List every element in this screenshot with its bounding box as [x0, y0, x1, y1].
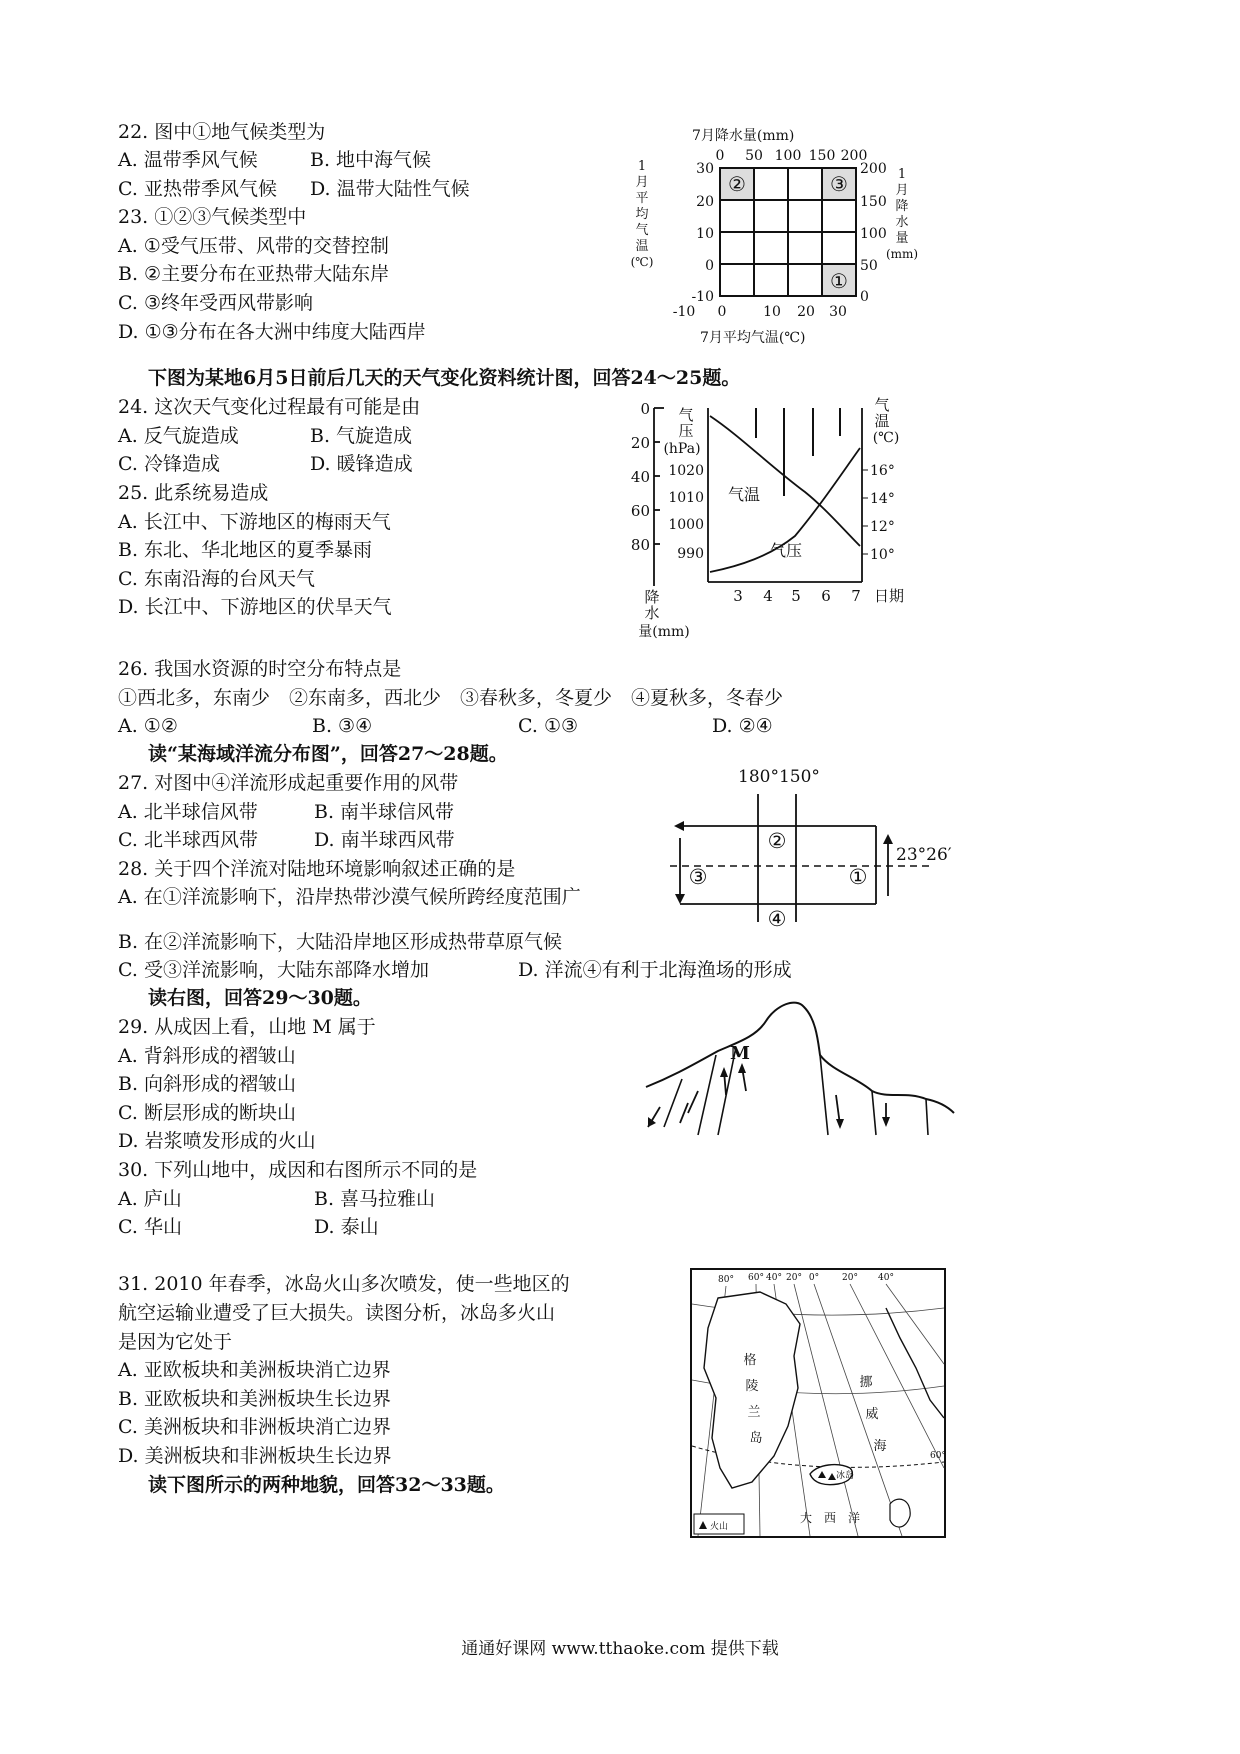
- climate-bottom-tick: 10: [763, 304, 781, 320]
- climate-top-tick: 0: [715, 148, 725, 164]
- q27-option-a: A. 北半球信风带: [118, 801, 258, 823]
- climate-left-tick: 30: [696, 161, 714, 177]
- precip-tick: 20: [630, 434, 650, 452]
- q25-stem: 25. 此系统易造成: [118, 482, 269, 504]
- greenland-label: 兰: [747, 1405, 761, 1420]
- date-tick: 7: [851, 587, 861, 605]
- climate-left-tick: -10: [691, 289, 714, 305]
- precip-tick: 0: [640, 400, 650, 418]
- climate-right-label: 月: [895, 183, 909, 198]
- q26-stem: 26. 我国水资源的时空分布特点是: [118, 658, 402, 680]
- date-tick: 6: [821, 587, 831, 605]
- q31-option-d: D. 美洲板块和非洲板块生长边界: [118, 1445, 392, 1467]
- q28-option-d: D. 洋流④有利于北海渔场的形成: [518, 959, 792, 981]
- map-lon-label: 40°: [878, 1273, 894, 1283]
- pressure-tick: 1020: [668, 463, 704, 479]
- climate-left-label: 均: [635, 207, 649, 222]
- precip-title: 降: [644, 588, 660, 606]
- climate-right-tick: 50: [860, 258, 878, 274]
- current-label-1: ①: [848, 865, 868, 889]
- climate-left-tick: 0: [705, 258, 714, 274]
- ocean-current-figure: [670, 766, 952, 931]
- climate-right-label: 量: [895, 231, 909, 246]
- date-label: 日期: [874, 587, 905, 605]
- fault-lines: [664, 1047, 928, 1135]
- q23-option-b: B. ②主要分布在亚热带大陆东岸: [118, 263, 390, 285]
- greenland-label: 岛: [749, 1431, 763, 1446]
- q28-option-b: B. 在②洋流影响下，大陆沿岸地区形成热带草原气候: [118, 931, 563, 953]
- map-lon-label: 20°: [842, 1273, 858, 1283]
- q22-option-c: C. 亚热带季风气候: [118, 178, 277, 200]
- q30-stem: 30. 下列山地中，成因和右图所示不同的是: [118, 1159, 478, 1181]
- iceland-map-figure: [690, 1268, 946, 1540]
- q31-option-b: B. 亚欧板块和美洲板块生长边界: [118, 1388, 392, 1410]
- q23-stem: 23. ①②③气候类型中: [118, 206, 307, 228]
- precip-tick: 80: [630, 536, 650, 554]
- climate-grid-figure: [620, 118, 920, 360]
- q28-stem: 28. 关于四个洋流对陆地环境影响叙述正确的是: [118, 858, 516, 880]
- map-lon-label: 40°: [766, 1273, 782, 1283]
- q26-option-b: B. ③④: [312, 715, 373, 737]
- page-footer: 通通好课网 www.tthaoke.com 提供下载: [461, 1639, 779, 1659]
- q31-stem-line1: 31. 2010 年春季，冰岛火山多次喷发，使一些地区的: [118, 1273, 570, 1295]
- climate-top-tick: 100: [774, 148, 802, 164]
- q23-option-d: D. ①③分布在各大洲中纬度大陆西岸: [118, 321, 426, 343]
- marker-2: ②: [728, 172, 746, 196]
- weather-chart-figure: [620, 396, 920, 646]
- intro-29-30: 读右图，回答29～30题。: [148, 987, 372, 1009]
- q24-option-a: A. 反气旋造成: [118, 425, 239, 447]
- marker-3: ③: [830, 172, 848, 196]
- climate-top-title: 7月降水量(mm): [692, 128, 795, 144]
- q25-option-b: B. 东北、华北地区的夏季暴雨: [118, 539, 373, 561]
- q22-option-b: B. 地中海气候: [310, 149, 432, 171]
- q26-option-c: C. ①③: [518, 715, 579, 737]
- temp-tick: 16°: [870, 463, 895, 479]
- climate-bottom-title: 7月平均气温(℃): [700, 330, 806, 346]
- temp-title: 气: [874, 396, 890, 414]
- climate-bottom-tick: 30: [829, 304, 847, 320]
- q31-stem-line3: 是因为它处于: [118, 1331, 233, 1353]
- pressure-tick: 1000: [668, 517, 704, 533]
- q31-option-a: A. 亚欧板块和美洲板块消亡边界: [118, 1359, 391, 1381]
- greenland-label: 陵: [745, 1379, 759, 1394]
- precip-tick: 60: [630, 502, 650, 520]
- q29-option-d: D. 岩浆喷发形成的火山: [118, 1130, 316, 1152]
- norwegian-sea-label: 海: [873, 1439, 887, 1454]
- q26-option-d: D. ②④: [712, 715, 773, 737]
- climate-top-tick: 200: [840, 148, 868, 164]
- climate-left-label: 1: [637, 159, 647, 174]
- intro-24-25: 下图为某地6月5日前后几天的天气变化资料统计图，回答24～25题。: [148, 367, 741, 389]
- precip-tick: 40: [630, 468, 650, 486]
- pressure-tick: 1010: [668, 490, 704, 506]
- ocean-lon-label: 180°150°: [738, 767, 820, 787]
- climate-top-tick: 150: [808, 148, 836, 164]
- temp-tick: 10°: [870, 547, 895, 563]
- climate-left-label: 平: [635, 191, 649, 206]
- q27-option-c: C. 北半球西风带: [118, 829, 258, 851]
- mountain-outline: [646, 1003, 954, 1113]
- intro-27-28: 读“某海域洋流分布图”，回答27～28题。: [148, 743, 508, 765]
- intro-32-33: 读下图所示的两种地貌，回答32～33题。: [148, 1474, 505, 1496]
- q29-stem: 29. 从成因上看，山地 M 属于: [118, 1016, 376, 1038]
- map-lat-label: 60°: [930, 1451, 946, 1461]
- map-lon-label: 20°: [786, 1273, 802, 1283]
- precip-title: 量(mm): [638, 624, 690, 640]
- q25-option-d: D. 长江中、下游地区的伏旱天气: [118, 596, 392, 618]
- climate-right-label: 1: [897, 167, 907, 182]
- temp-title: (℃): [872, 430, 900, 446]
- q29-option-b: B. 向斜形成的褶皱山: [118, 1073, 297, 1095]
- curve-pressure-label: 气压: [770, 541, 803, 560]
- climate-right-label: (mm): [885, 247, 919, 261]
- climate-right-tick: 150: [860, 194, 887, 210]
- q30-option-a: A. 庐山: [118, 1188, 182, 1210]
- q24-option-c: C. 冷锋造成: [118, 453, 220, 475]
- fault-block-mountain-figure: [636, 995, 956, 1145]
- iceland-label: 冰岛: [836, 1471, 855, 1481]
- q27-stem: 27. 对图中④洋流形成起重要作用的风带: [118, 772, 459, 794]
- climate-right-tick: 0: [860, 289, 869, 305]
- mountain-m-label: M: [730, 1043, 750, 1064]
- q23-option-c: C. ③终年受西风带影响: [118, 292, 313, 314]
- q25-option-c: C. 东南沿海的台风天气: [118, 568, 315, 590]
- climate-bottom-tick: -10: [672, 304, 696, 320]
- q22-option-a: A. 温带季风气候: [118, 149, 258, 171]
- curve-temp-label: 气温: [728, 485, 761, 504]
- climate-right-label: 水: [895, 215, 909, 230]
- q27-option-b: B. 南半球信风带: [314, 801, 455, 823]
- atlantic-label: 大 西 洋: [800, 1511, 861, 1525]
- climate-left-label: 月: [635, 175, 649, 190]
- pressure-tick: 990: [677, 546, 704, 562]
- current-label-3: ③: [688, 865, 708, 889]
- q24-option-b: B. 气旋造成: [310, 425, 413, 447]
- q31-stem-line2: 航空运输业遭受了巨大损失。读图分析，冰岛多火山: [118, 1302, 556, 1324]
- q26-items: ①西北多，东南少 ②东南多，西北少 ③春秋多，冬夏少 ④夏秋多，冬春少: [118, 687, 784, 709]
- q30-option-c: C. 华山: [118, 1216, 182, 1238]
- date-tick: 4: [763, 587, 773, 605]
- pressure-title: 气: [678, 406, 694, 424]
- tropic-label: 23°26′: [896, 845, 952, 865]
- q29-option-a: A. 背斜形成的褶皱山: [118, 1045, 296, 1067]
- climate-right-tick: 200: [860, 161, 887, 177]
- climate-left-label: (℃): [630, 255, 654, 269]
- q22-option-d: D. 温带大陆性气候: [310, 178, 470, 200]
- temp-tick: 12°: [870, 519, 895, 535]
- map-lon-label: 0°: [808, 1273, 820, 1283]
- q25-option-a: A. 长江中、下游地区的梅雨天气: [118, 511, 391, 533]
- climate-bottom-tick: 20: [797, 304, 815, 320]
- climate-left-label: 气: [635, 223, 649, 238]
- q27-option-d: D. 南半球西风带: [314, 829, 455, 851]
- climate-left-tick: 20: [696, 194, 714, 210]
- q23-option-a: A. ①受气压带、风带的交替控制: [118, 235, 389, 257]
- climate-top-tick: 50: [745, 148, 763, 164]
- q31-option-c: C. 美洲板块和非洲板块消亡边界: [118, 1416, 391, 1438]
- map-lon-label: 60°: [748, 1273, 764, 1283]
- norwegian-sea-label: 威: [865, 1407, 879, 1422]
- temp-tick: 14°: [870, 491, 895, 507]
- legend-label: 火山: [710, 1522, 729, 1532]
- date-tick: 3: [733, 587, 743, 605]
- climate-right-tick: 100: [860, 226, 887, 242]
- current-label-4: ④: [767, 907, 787, 931]
- greenland-label: 格: [743, 1353, 757, 1368]
- q30-option-b: B. 喜马拉雅山: [314, 1188, 436, 1210]
- norwegian-sea-label: 挪: [859, 1375, 873, 1390]
- current-label-2: ②: [767, 829, 787, 853]
- q28-option-a: A. 在①洋流影响下，沿岸热带沙漠气候所跨经度范围广: [118, 886, 581, 908]
- climate-left-tick: 10: [696, 226, 714, 242]
- precip-title: 水: [644, 604, 660, 622]
- climate-right-label: 降: [895, 199, 909, 214]
- q28-option-c: C. 受③洋流影响，大陆东部降水增加: [118, 959, 429, 981]
- british-isles-outline: [890, 1499, 910, 1527]
- climate-left-label: 温: [635, 239, 649, 254]
- temp-title: 温: [874, 412, 890, 430]
- marker-1: ①: [830, 269, 848, 293]
- q24-stem: 24. 这次天气变化过程最有可能是由: [118, 396, 421, 418]
- q30-option-d: D. 泰山: [314, 1216, 379, 1238]
- q22-stem: 22. 图中①地气候类型为: [118, 121, 326, 143]
- q26-option-a: A. ①②: [118, 715, 178, 737]
- pressure-title: 压: [678, 422, 694, 440]
- pressure-title: (hPa): [663, 441, 701, 457]
- climate-bottom-tick: 0: [717, 304, 727, 320]
- map-lon-label: 80°: [718, 1275, 734, 1285]
- q24-option-d: D. 暖锋造成: [310, 453, 413, 475]
- date-tick: 5: [791, 587, 801, 605]
- q29-option-c: C. 断层形成的断块山: [118, 1102, 296, 1124]
